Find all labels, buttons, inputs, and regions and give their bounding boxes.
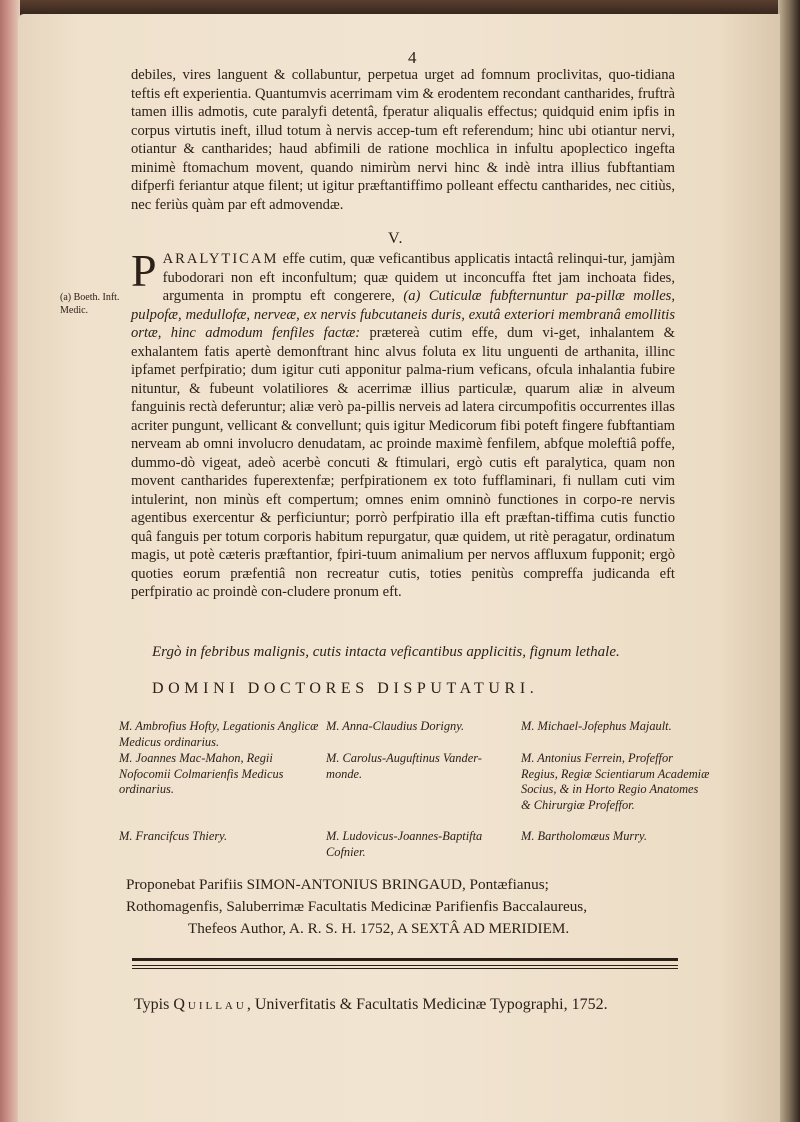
printer-name: Quillau: [173, 996, 247, 1013]
author-name: SIMON-ANTONIUS BRINGAUD: [246, 876, 462, 893]
marginal-note: (a) Boeth. Inft. Medic.: [60, 292, 120, 316]
doctor-entry: M. Francifcus Thiery.: [119, 829, 228, 843]
doctor-entry: M. Bartholomæus Murry.: [521, 829, 647, 843]
doctor-entry: M. Ambrofius Hofty, Legationis Anglicæ Medicus ordinarius.: [119, 719, 319, 749]
opening-caps: ARALYTICAM: [162, 251, 279, 267]
printer-line: [134, 996, 608, 1014]
printer-suffix: , Univerfitatis & Facultatis Medicinæ Typographi, 1752.: [246, 996, 608, 1013]
paragraph-continued: debiles, vires languent & collabuntur, perpetua urget ad fomnum proclivitas, quo-tidiana teftis eft experientia. Quantumvis acerrimam vim & erodentem recondant cantharides, fruftrà tamen illis admotis, cute paralyfi detentâ, fperatur aliqualis effectus; quidquid enim ipfis in corpus virtutis ineft, illud totum à nervis accep-tum eft referendum; hinc ubi otiantur nervi, otiantur & cantharides; haud abfimili de ratione mochlica in infultu apoplectico ingefta minimè ftomachum movent, quando nimirùm nervi hinc & indè intra illius fubftantiam difperfi feriantur atque filent; ut igitur præftantiffimo polleant effectu cantharides, nec citiùs, nec feriùs quàm par eft admovendæ.: [131, 67, 675, 213]
conclusion-statement: Ergò in febribus malignis, cutis intacta veficantibus applicitis, fignum lethale.: [152, 644, 620, 660]
imprint-line-2: Rothomagenfis, Saluberrimæ Facultatis Medicinæ Parifienfis Baccalaureus,: [126, 898, 588, 915]
doctor-entry: M. Michael-Jofephus Majault.: [521, 719, 672, 733]
doctor-entry: M. Joannes Mac-Mahon, Regii Nofocomii Colmarienfis Medicus ordinarius.: [119, 751, 284, 796]
imprint-suffix: , Pontæfianus;: [461, 876, 549, 893]
section-text-b: prætereà cutim effe, dum vi-get, inhalantem & exhalantem fatis apertè demonftrant hinc alvus foluta ex litu unguenti de arthanita, illinc ipfamet perfpiratio; dum igitur cuti apponitur palma-rium veficans, ofcula inhalantia fubire nituntur, & fubeunt volatiliores & acerrimæ illius particulæ, quarum aliæ in alveum fanguinis rectà deferuntur; aliæ verò pa-pillis nerveis ad latera circumpofitis occurrentes illas acriter pungunt, vellicant & convellunt; quis igitur Medicorum fibi poteft fingere fubftantiam nerveam ab omni involucro denudatam, ac proinde maximè fenfilem, abfque moleftiâ poffe, dummo-dò vigeat, adeò acerbè concuti & ftimulari, ergò cutis eft paralytica, quam non movent cantharides fuperextenfæ; perfpirationem ex toto fufflaminari, fi nullam cuti vim intulerint, non minùs eft compertum; omnes enim omninò functiones in corpo-re nervis agentibus exercentur & perficiuntur; porrò perfpiratio illa eft præftan-tiffima cutis functio quâ fanguis per totum corporis habitum repurgatur, quæ quidem, ut ritè peragatur, ordinatum magis, ut potè cæteris præftantior, fpiri-tuum animalium per nervos affluxum fupponit; ergò quoties eorum præfentiâ non recreatur cutis, toties penitùs compreffa judicanda eft perfpiratio ac proindè con-cludere pronum eft.: [131, 325, 675, 600]
imprint-prefix: Proponebat Parifiis: [126, 876, 247, 893]
doctor-entry: M. Ludovicus-Joannes-Baptifta Cofnier.: [326, 829, 483, 859]
doctor-entry: M. Carolus-Auguftinus Vander-monde.: [326, 751, 482, 781]
thin-rule: [132, 965, 678, 966]
printer-prefix: Typis: [134, 996, 174, 1013]
citation-mark: (a): [403, 288, 421, 304]
disputants-heading: DOMINI DOCTORES DISPUTATURI.: [152, 680, 539, 697]
citation-quote: Cuticulæ fubfternuntur pa-pillæ molles, pulpofæ, medullofæ, nerveæ, ex nervis fubcutaneis duris, exutâ exteriori membranâ emollitis ortæ, hinc admodum fenfiles factæ:: [131, 288, 676, 341]
doctor-entry: M. Antonius Ferrein, Profeffor Regius, Regiæ Scientiarum Academiæ Socius, & in Horto Regio Anatomes & Chirurgiæ Profeffor.: [521, 751, 710, 812]
section-numeral: V.: [388, 230, 404, 247]
thin-rule: [132, 968, 678, 969]
imprint-line-1: [126, 874, 671, 896]
section-paragraph: [131, 245, 676, 602]
section-text-a: effe cutim, quæ veficantibus applicatis intactâ relinqui-tur, jamjàm fubodorari non eft inconfultum; quæ quidem ut inconcuffa ftet jam inchoata fides, argumenta in promptu eft congerere,: [162, 251, 675, 304]
imprint-line-3: Thefeos Author, A. R. S. H. 1752, A SEXTÂ AD MERIDIEM.: [188, 920, 570, 937]
page-number: 4: [408, 48, 417, 67]
drop-cap: P: [131, 245, 157, 296]
thick-rule: [132, 958, 678, 961]
doctor-entry: M. Anna-Claudius Dorigny.: [326, 719, 465, 733]
